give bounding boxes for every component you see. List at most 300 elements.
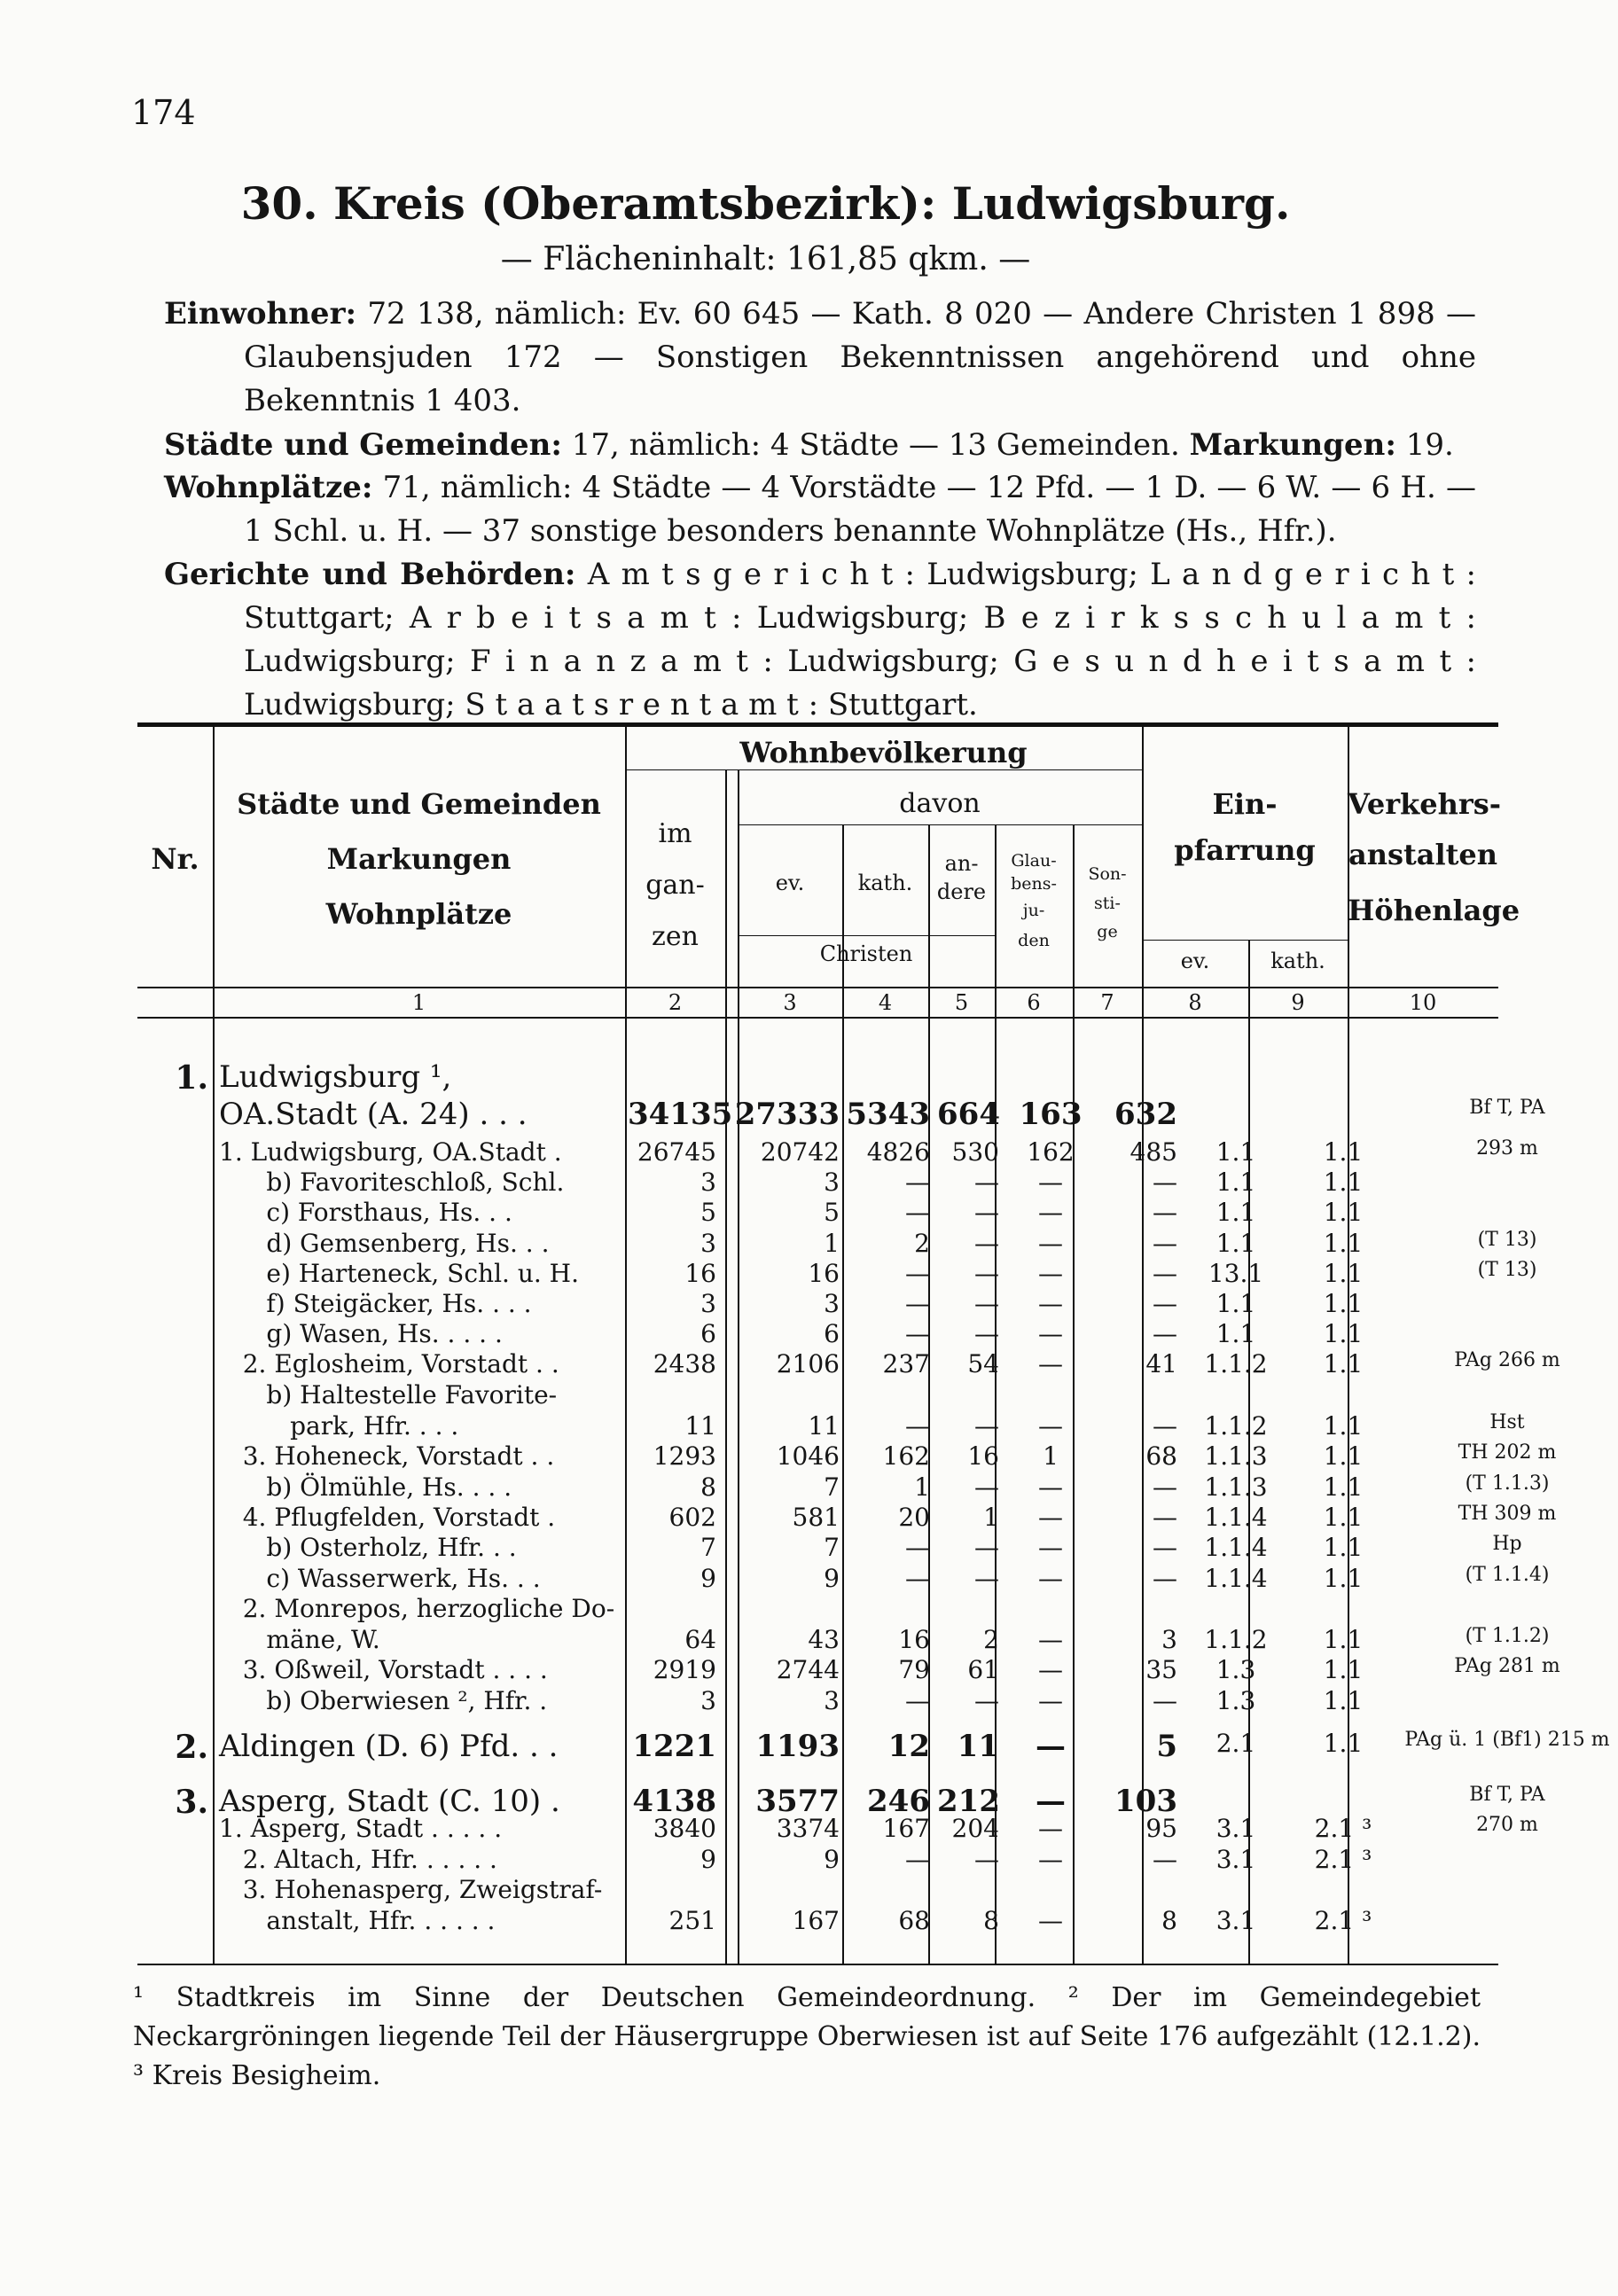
cell-v9: 1.1: [1323, 1259, 1364, 1288]
cell-v8: 3.1: [1215, 1906, 1256, 1935]
cell-v7: —: [1153, 1319, 1177, 1348]
cell-name: 1. Ludwigsburg, OA.Stadt .: [219, 1137, 562, 1167]
cell-v8: 1.1.3: [1204, 1441, 1268, 1471]
cell-v3: 2106: [776, 1349, 840, 1378]
cell-v5: 664: [937, 1097, 1000, 1132]
cell-v6: —: [1038, 1686, 1063, 1715]
cell-v9: 1.1: [1323, 1686, 1364, 1715]
cell-v8: 1.1.2: [1204, 1349, 1268, 1378]
cell-v4: 5343: [846, 1097, 930, 1132]
cell-v7: —: [1153, 1198, 1177, 1227]
cell-v3: 9: [824, 1564, 840, 1593]
header-im: im: [658, 818, 692, 849]
cell-v7: 68: [1145, 1441, 1177, 1471]
table-row: [137, 1472, 1550, 1503]
cell-v8: 3.1: [1215, 1845, 1256, 1874]
cell-v10: (T 1.1.2): [1465, 1625, 1550, 1647]
header-ganzen: gan-: [645, 870, 705, 901]
cell-v8: 1.1: [1215, 1319, 1256, 1348]
cell-v7: —: [1153, 1845, 1177, 1874]
cell-v8: 1.1: [1215, 1229, 1256, 1258]
cell-v10: (T 13): [1477, 1229, 1537, 1251]
header-subrule: [738, 935, 995, 936]
cell-name: 3. Hohenasperg, Zweigstraf-: [219, 1875, 603, 1904]
table-row: [137, 1784, 1545, 1821]
cell-v9: 1.1: [1323, 1289, 1364, 1318]
cell-name: f) Steigäcker, Hs. . . .: [219, 1289, 532, 1318]
einwohner-paragraph: [164, 293, 1476, 423]
colnum-7: 7: [1100, 990, 1114, 1015]
cell-v9: 1.1: [1323, 1198, 1364, 1227]
table-row: [137, 1168, 1498, 1198]
header-verkehr-1: Verkehrs-: [1348, 787, 1502, 821]
table-row: [137, 1594, 1498, 1624]
cell-v3: 1: [824, 1229, 840, 1258]
cell-v5: 1: [983, 1503, 999, 1532]
page-number: 174: [131, 93, 196, 132]
cell-nr: 2.: [175, 1729, 208, 1766]
header-glaubensjuden-2: bens-: [1011, 874, 1057, 894]
cell-v7: 3: [1161, 1625, 1177, 1654]
cell-v9: 1.1: [1323, 1411, 1364, 1441]
cell-name: OA.Stadt (A. 24) . . .: [219, 1097, 528, 1132]
cell-v5: —: [974, 1289, 999, 1318]
cell-name: park, Hfr. . . .: [219, 1411, 459, 1441]
header-glaubensjuden-1: Glau-: [1011, 851, 1057, 871]
cell-v9: 1.1: [1323, 1625, 1364, 1654]
cell-v10: PAg 281 m: [1454, 1655, 1560, 1677]
cell-v10: (T 1.1.3): [1465, 1472, 1550, 1495]
cell-v6: —: [1038, 1319, 1063, 1348]
colnum-9: 9: [1291, 990, 1305, 1015]
cell-v8: 3.1: [1215, 1814, 1256, 1843]
cell-v5: —: [974, 1411, 999, 1441]
cell-v10: TH 309 m: [1458, 1503, 1557, 1525]
cell-name: b) Favoriteschloß, Schl.: [219, 1168, 565, 1197]
cell-v7: 632: [1114, 1097, 1177, 1132]
cell-v5: —: [974, 1259, 999, 1288]
colnum-1: 1: [411, 990, 426, 1015]
colnum-3: 3: [783, 990, 797, 1015]
cell-v9: 1.1: [1323, 1655, 1364, 1684]
cell-name: c) Wasserwerk, Hs. . .: [219, 1564, 541, 1593]
table-row: [137, 1564, 1550, 1594]
cell-v4: 1: [914, 1472, 930, 1502]
cell-v6: —: [1038, 1845, 1063, 1874]
table-row: [137, 1097, 1545, 1132]
header-subrule: [1142, 940, 1348, 941]
cell-v3: 3374: [776, 1814, 840, 1843]
cell-name: Ludwigsburg ¹,: [219, 1059, 452, 1095]
cell-v2: 8: [700, 1472, 716, 1502]
cell-v4: 20: [898, 1503, 930, 1532]
cell-v7: 103: [1114, 1784, 1177, 1819]
cell-name: Asperg, Stadt (C. 10) .: [219, 1784, 560, 1819]
header-einpfarrung-2: pfarrung: [1174, 833, 1316, 867]
cell-v8: 1.1.4: [1204, 1564, 1268, 1593]
cell-v7: —: [1153, 1168, 1177, 1197]
cell-v2: 6: [700, 1319, 716, 1348]
cell-v6: —: [1038, 1814, 1063, 1843]
cell-v3: 11: [808, 1411, 840, 1441]
cell-v8: 1.1.2: [1204, 1625, 1268, 1654]
header-sonstige-1: Son-: [1088, 864, 1127, 884]
cell-v9: 1.1: [1323, 1229, 1364, 1258]
cell-v8: 13.1: [1208, 1259, 1264, 1288]
table-row: [137, 1259, 1537, 1289]
cell-v9: 1.1: [1323, 1472, 1364, 1502]
cell-v7: —: [1153, 1289, 1177, 1318]
table-row: [137, 1198, 1498, 1228]
cell-v6: —: [1036, 1729, 1066, 1764]
cell-v2: 9: [700, 1564, 716, 1593]
header-davon: davon: [899, 788, 981, 819]
cell-name: b) Ölmühle, Hs. . . .: [219, 1472, 512, 1502]
table-row: [137, 1845, 1498, 1875]
cell-v6: —: [1036, 1784, 1066, 1819]
cell-v9: 1.1: [1323, 1564, 1364, 1593]
colnum-10: 10: [1409, 990, 1437, 1015]
table-row: [137, 1059, 1498, 1097]
cell-name: 2. Monrepos, herzogliche Do-: [219, 1594, 615, 1623]
cell-v2: 16: [684, 1259, 716, 1288]
table-row: [137, 1503, 1557, 1533]
table-row: [137, 1875, 1498, 1905]
cell-name: d) Gemsenberg, Hs. . .: [219, 1229, 550, 1258]
cell-v8: 1.1.4: [1204, 1533, 1268, 1562]
cell-v5: —: [974, 1319, 999, 1348]
gerichte-text: A m t s g e r i c h t : Ludwigsburg; L a n d g e r i c h t : Stuttgart; A r b e i t s a m t : Ludwigsburg; B e z i r k s s c h u l a m t : Ludwigsburg; F i n a n z a m t : Ludwigsburg; G e s u n d h e i t s a m t : Ludwigsburg; S t a a t s r e n t a m t : Stuttgart.: [244, 557, 1476, 722]
cell-v9: 2.1 ³: [1314, 1845, 1372, 1874]
cell-v8: 1.3: [1215, 1655, 1256, 1684]
cell-v9: 2.1 ³: [1314, 1814, 1372, 1843]
table-top-rule: [137, 722, 1498, 727]
wohnplaetze-label: Wohnplätze:: [164, 470, 373, 505]
table-row: [137, 1441, 1557, 1472]
cell-v4: —: [905, 1411, 930, 1441]
cell-v2: 3: [700, 1168, 716, 1197]
header-glaubensjuden-3: ju-: [1022, 901, 1045, 920]
cell-v4: 237: [882, 1349, 930, 1378]
cell-v6: —: [1038, 1906, 1063, 1935]
cell-v2: 251: [668, 1906, 716, 1935]
cell-v3: 43: [808, 1625, 840, 1654]
cell-v3: 16: [808, 1259, 840, 1288]
cell-name: 4. Pflugfelden, Vorstadt .: [219, 1503, 556, 1532]
cell-name: b) Haltestelle Favorite-: [219, 1380, 558, 1410]
cell-v10: PAg 266 m: [1454, 1349, 1560, 1371]
cell-v6: —: [1038, 1349, 1063, 1378]
cell-v7: 5: [1156, 1729, 1177, 1764]
header-christen: Christen: [819, 941, 913, 966]
cell-v3: 1046: [776, 1441, 840, 1471]
cell-v6: 163: [1019, 1097, 1083, 1132]
cell-v5: 530: [951, 1137, 999, 1167]
cell-name: mäne, W.: [219, 1625, 380, 1654]
cell-v2: 1293: [653, 1441, 716, 1471]
cell-v6: —: [1038, 1625, 1063, 1654]
cell-name: g) Wasen, Hs. . . . .: [219, 1319, 503, 1348]
cell-v4: 16: [898, 1625, 930, 1654]
cell-v3: 9: [824, 1845, 840, 1874]
cell-v8: 1.1.4: [1204, 1503, 1268, 1532]
table-row: [137, 1229, 1537, 1259]
cell-v4: —: [905, 1289, 930, 1318]
header-nr: Nr.: [151, 842, 199, 876]
header-wohnbevoelkerung: Wohnbevölkerung: [739, 736, 1028, 769]
cell-v5: —: [974, 1229, 999, 1258]
table-row: [137, 1729, 1610, 1766]
cell-v10: 270 m: [1476, 1814, 1538, 1836]
cell-v4: 68: [898, 1906, 930, 1935]
cell-name: 1. Asperg, Stadt . . . . .: [219, 1814, 503, 1843]
area-line: — Flächeninhalt: 161,85 qkm. —: [500, 241, 1031, 277]
cell-v8: 1.1: [1215, 1168, 1256, 1197]
cell-v2: 4138: [632, 1784, 716, 1819]
header-wohnplaetze: Wohnplätze: [325, 897, 512, 931]
staedte-paragraph: [164, 424, 1476, 467]
gerichte-label: Gerichte und Behörden:: [164, 557, 576, 592]
cell-v3: 581: [792, 1503, 840, 1532]
cell-v8: 1.1: [1215, 1137, 1256, 1167]
cell-v2: 5: [700, 1198, 716, 1227]
header-einpfarrung-1: Ein-: [1212, 787, 1278, 821]
colnum-8: 8: [1188, 990, 1202, 1015]
cell-name: b) Oberwiesen ², Hfr. .: [219, 1686, 548, 1715]
cell-v10: Hp: [1492, 1533, 1522, 1555]
cell-v5: 11: [957, 1729, 999, 1764]
cell-v2: 7: [700, 1533, 716, 1562]
header-ev: ev.: [775, 871, 805, 895]
header-staedte: Städte und Gemeinden: [237, 787, 601, 821]
header-glaubensjuden-4: den: [1018, 931, 1050, 950]
cell-v7: 8: [1161, 1906, 1177, 1935]
cell-v9: 1.1: [1323, 1168, 1364, 1197]
cell-v10: (T 13): [1477, 1259, 1537, 1281]
cell-v8: 2.1: [1215, 1729, 1256, 1758]
header-kath: kath.: [857, 871, 913, 895]
cell-v3: 20742: [760, 1137, 840, 1167]
cell-v2: 3: [700, 1686, 716, 1715]
cell-name: 3. Oßweil, Vorstadt . . . .: [219, 1655, 548, 1684]
cell-v6: —: [1038, 1503, 1063, 1532]
header-subrule: [625, 769, 1142, 770]
cell-v4: 4826: [866, 1137, 930, 1167]
cell-v3: 7: [824, 1533, 840, 1562]
table-row: [137, 1137, 1538, 1168]
cell-v3: 3: [824, 1168, 840, 1197]
cell-v10: Bf T, PA: [1469, 1097, 1545, 1119]
cell-v7: —: [1153, 1259, 1177, 1288]
cell-v9: 1.1: [1323, 1137, 1364, 1167]
cell-name: 3. Hoheneck, Vorstadt . .: [219, 1441, 555, 1471]
cell-v3: 5: [824, 1198, 840, 1227]
cell-v5: —: [974, 1686, 999, 1715]
cell-v4: 246: [867, 1784, 930, 1819]
cell-v6: —: [1038, 1411, 1063, 1441]
einwohner-label: Einwohner:: [164, 296, 357, 332]
gerichte-paragraph: [164, 553, 1476, 727]
cell-v2: 2438: [653, 1349, 716, 1378]
wohnplaetze-text: 71, nämlich: 4 Städte — 4 Vorstädte — 12 Pfd. — 1 D. — 6 W. — 6 H. — 1 Schl. u. H. — 37 sonstige besonders benannte Wohnplätze (Hs., Hfr.).: [244, 470, 1476, 549]
cell-v6: —: [1038, 1168, 1063, 1197]
cell-v7: —: [1153, 1686, 1177, 1715]
cell-v5: —: [974, 1533, 999, 1562]
cell-v3: 167: [792, 1906, 840, 1935]
header-sonstige-2: sti-: [1094, 894, 1121, 913]
cell-v5: —: [974, 1198, 999, 1227]
colnum-5: 5: [954, 990, 969, 1015]
staedte-label: Städte und Gemeinden:: [164, 427, 562, 463]
cell-v5: 61: [967, 1655, 999, 1684]
cell-v9: 1.1: [1323, 1319, 1364, 1348]
colnum-2: 2: [668, 990, 683, 1015]
cell-v3: 3577: [755, 1784, 840, 1819]
cell-nr: 1.: [175, 1059, 208, 1097]
cell-v6: —: [1038, 1259, 1063, 1288]
table-header-rule: [137, 987, 1498, 988]
table-row: [137, 1319, 1498, 1349]
cell-v5: —: [974, 1564, 999, 1593]
wohnplaetze-paragraph: [164, 466, 1476, 553]
header-ein-kath: kath.: [1270, 949, 1325, 973]
header-andere-2: dere: [936, 879, 987, 904]
page-title: 30. Kreis (Oberamtsbezirk): Ludwigsburg.: [240, 177, 1291, 230]
cell-v4: 79: [898, 1655, 930, 1684]
cell-v4: —: [905, 1564, 930, 1593]
cell-v2: 9: [700, 1845, 716, 1874]
cell-v6: —: [1038, 1289, 1063, 1318]
table-row: [137, 1686, 1498, 1716]
staedte-text: 17, nämlich: 4 Städte — 13 Gemeinden.: [571, 427, 1180, 463]
cell-v6: 1: [1043, 1441, 1059, 1471]
cell-v7: —: [1153, 1472, 1177, 1502]
cell-v6: —: [1038, 1564, 1063, 1593]
cell-v3: 2744: [776, 1655, 840, 1684]
cell-v6: —: [1038, 1198, 1063, 1227]
cell-v8: 1.1: [1215, 1289, 1256, 1318]
cell-v5: —: [974, 1845, 999, 1874]
cell-v4: —: [905, 1259, 930, 1288]
cell-v4: —: [905, 1168, 930, 1197]
table-row: [137, 1814, 1538, 1844]
cell-v5: 212: [937, 1784, 1000, 1819]
einwohner-text: 72 138, nämlich: Ev. 60 645 — Kath. 8 020 — Andere Christen 1 898 — Glaubensjuden 172 — Sonstigen Bekenntnissen angehörend und ohne Bekenntnis 1 403.: [244, 296, 1476, 418]
cell-v5: —: [974, 1472, 999, 1502]
cell-v2: 3: [700, 1289, 716, 1318]
cell-v3: 6: [824, 1319, 840, 1348]
cell-v8: 1.3: [1215, 1686, 1256, 1715]
cell-v9: 1.1: [1323, 1441, 1364, 1471]
cell-v2: 3: [700, 1229, 716, 1258]
cell-v9: 1.1: [1323, 1503, 1364, 1532]
cell-v2: 1221: [632, 1729, 716, 1764]
cell-v7: —: [1153, 1411, 1177, 1441]
cell-name: c) Forsthaus, Hs. . .: [219, 1198, 512, 1227]
table-row: [137, 1533, 1522, 1563]
cell-name: e) Harteneck, Schl. u. H.: [219, 1259, 579, 1288]
header-ein-ev: ev.: [1180, 949, 1210, 973]
cell-v5: 8: [983, 1906, 999, 1935]
table-row: [137, 1289, 1498, 1319]
cell-name: Aldingen (D. 6) Pfd. . .: [219, 1729, 559, 1764]
cell-v3: 1193: [755, 1729, 840, 1764]
cell-v7: 95: [1145, 1814, 1177, 1843]
cell-name: b) Osterholz, Hfr. . .: [219, 1533, 517, 1562]
header-verkehr-3: Höhenlage: [1348, 894, 1520, 927]
cell-v9: 1.1: [1323, 1533, 1364, 1562]
cell-v7: —: [1153, 1564, 1177, 1593]
cell-name: 2. Altach, Hfr. . . . . .: [219, 1845, 497, 1874]
cell-v2: 34135: [628, 1097, 733, 1132]
cell-v10: Bf T, PA: [1469, 1784, 1545, 1806]
cell-v2: 64: [684, 1625, 716, 1654]
cell-v7: —: [1153, 1503, 1177, 1532]
table-row: [137, 1349, 1560, 1379]
cell-v3: 27333: [734, 1097, 840, 1132]
header-zen: zen: [652, 921, 699, 952]
table-colnum-rule: [137, 1017, 1498, 1019]
table-row: [137, 1411, 1525, 1441]
cell-v6: —: [1038, 1229, 1063, 1258]
cell-v4: 2: [914, 1229, 930, 1258]
cell-v4: 167: [882, 1814, 930, 1843]
cell-v2: 26745: [637, 1137, 716, 1167]
cell-v4: —: [905, 1533, 930, 1562]
cell-v7: 485: [1129, 1137, 1177, 1167]
cell-v7: —: [1153, 1229, 1177, 1258]
cell-v5: 204: [951, 1814, 999, 1843]
cell-v5: 54: [967, 1349, 999, 1378]
cell-v4: 12: [887, 1729, 930, 1764]
cell-v4: —: [905, 1319, 930, 1348]
header-subrule: [738, 824, 1142, 825]
cell-v5: 16: [967, 1441, 999, 1471]
cell-v9: 1.1: [1323, 1729, 1364, 1758]
cell-v8: 1.1.2: [1204, 1411, 1268, 1441]
cell-v3: 3: [824, 1289, 840, 1318]
cell-v10: (T 1.1.4): [1465, 1564, 1550, 1586]
cell-v10: Hst: [1489, 1411, 1525, 1433]
cell-v2: 602: [668, 1503, 716, 1532]
cell-v8: 1.1: [1215, 1198, 1256, 1227]
cell-v6: 162: [1027, 1137, 1075, 1167]
cell-name: 2. Eglosheim, Vorstadt . .: [219, 1349, 559, 1378]
cell-v9: 1.1: [1323, 1349, 1364, 1378]
cell-v8: 1.1.3: [1204, 1472, 1268, 1502]
header-andere-1: an-: [944, 851, 979, 876]
cell-v4: —: [905, 1198, 930, 1227]
cell-v4: —: [905, 1845, 930, 1874]
markungen-text: 19.: [1405, 427, 1454, 463]
markungen-label: Markungen:: [1189, 427, 1396, 463]
cell-v2: 3840: [653, 1814, 716, 1843]
colnum-6: 6: [1027, 990, 1041, 1015]
cell-v6: —: [1038, 1533, 1063, 1562]
header-sonstige-3: ge: [1097, 922, 1118, 941]
colnum-4: 4: [878, 990, 893, 1015]
table-row: [137, 1906, 1498, 1936]
cell-v7: 35: [1145, 1655, 1177, 1684]
cell-v3: 7: [824, 1472, 840, 1502]
cell-v5: —: [974, 1168, 999, 1197]
cell-nr: 3.: [175, 1784, 208, 1821]
table-bottom-rule: [137, 1964, 1498, 1965]
footnote: ¹ Stadtkreis im Sinne der Deutschen Gemeindeordnung. ² Der im Gemeindegebiet Neckargröningen liegende Teil der Häusergruppe Oberwiesen ist auf Seite 176 aufgezählt (12.1.2). ³ Kreis Besigheim.: [133, 1982, 1481, 2091]
cell-v10: TH 202 m: [1458, 1441, 1557, 1464]
cell-v10: 293 m: [1476, 1137, 1538, 1160]
header-markungen: Markungen: [326, 842, 512, 876]
